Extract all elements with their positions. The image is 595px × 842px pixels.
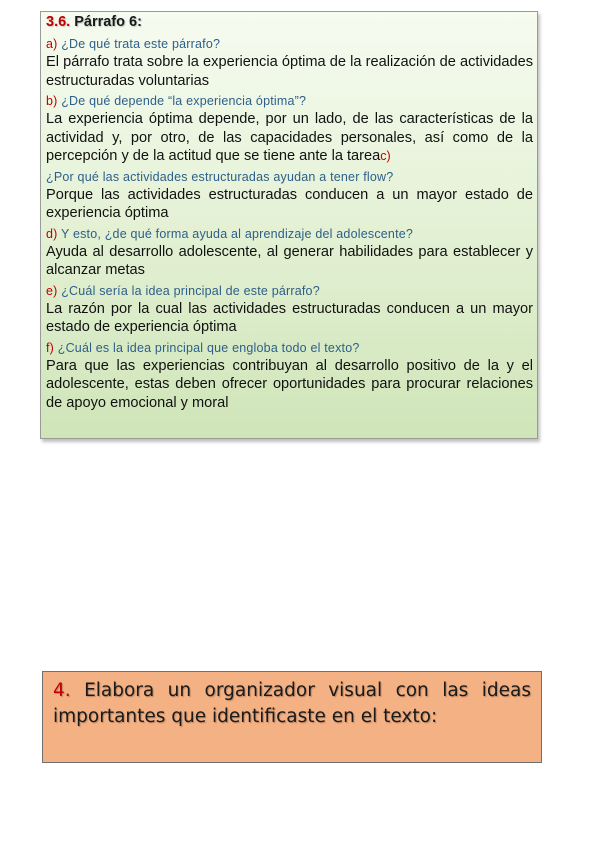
question-text: ¿De qué trata este párrafo? — [61, 37, 221, 51]
section-title-text: Párrafo 6: — [74, 14, 142, 30]
question-text: ¿Cuál sería la idea principal de este párrafo? — [61, 283, 320, 298]
reading-answers-panel — [40, 11, 538, 439]
question-f — [46, 340, 533, 356]
answer-a: El párrafo trata sobre la experiencia óptima de la realización de actividades estructuradas voluntarias — [46, 54, 533, 89]
answer-c: Porque las actividades estructuradas conducen a un mayor estado de experiencia óptima — [46, 186, 533, 221]
question-letter: b) — [46, 94, 58, 108]
question-text: ¿Por qué las actividades estructuradas ayudan a tener flow? — [46, 169, 394, 184]
answer-d: Ayuda al desarrollo adolescente, al generar habilidades para establecer y alcanzar metas — [46, 243, 533, 278]
question-text: ¿Cuál es la idea principal que engloba todo el texto? — [57, 340, 360, 355]
question-letter: f) — [46, 340, 55, 355]
section-number: 3.6. — [46, 14, 71, 30]
question-letter: e) — [46, 283, 58, 298]
question-a — [46, 36, 533, 52]
answer-f: Para que las experiencias contribuyan al desarrollo positivo de la y el adolescente, estas deben ofrecer oportunidades para procurar relaciones de apoyo emocional y moral — [46, 357, 533, 411]
question-e — [46, 283, 533, 299]
answer-text: La experiencia óptima depende, por un lado, de las características de la actividad y, por otro, de las capacidades personales, así como de la percepción y de la actitud que se tiene ante la tarea — [46, 111, 533, 164]
section-title — [46, 14, 533, 30]
inline-question-letter: c) — [380, 149, 391, 163]
question-letter: d) — [46, 226, 58, 241]
question-c — [46, 169, 533, 185]
task-box — [42, 671, 542, 763]
task-instruction — [53, 678, 531, 730]
task-text: Elabora un organizador visual con las ideas importantes que identificaste en el texto: — [53, 680, 531, 727]
question-text: ¿De qué depende “la experiencia óptima”? — [61, 94, 307, 108]
question-text: Y esto, ¿de qué forma ayuda al aprendizaje del adolescente? — [60, 226, 414, 241]
question-d — [46, 226, 533, 242]
answer-e: La razón por la cual las actividades estructuradas conducen a un mayor estado de experiencia óptima — [46, 300, 533, 335]
task-number: 4. — [53, 680, 71, 701]
question-b — [46, 93, 533, 109]
answer-b — [46, 110, 533, 166]
question-letter: a) — [46, 37, 58, 51]
